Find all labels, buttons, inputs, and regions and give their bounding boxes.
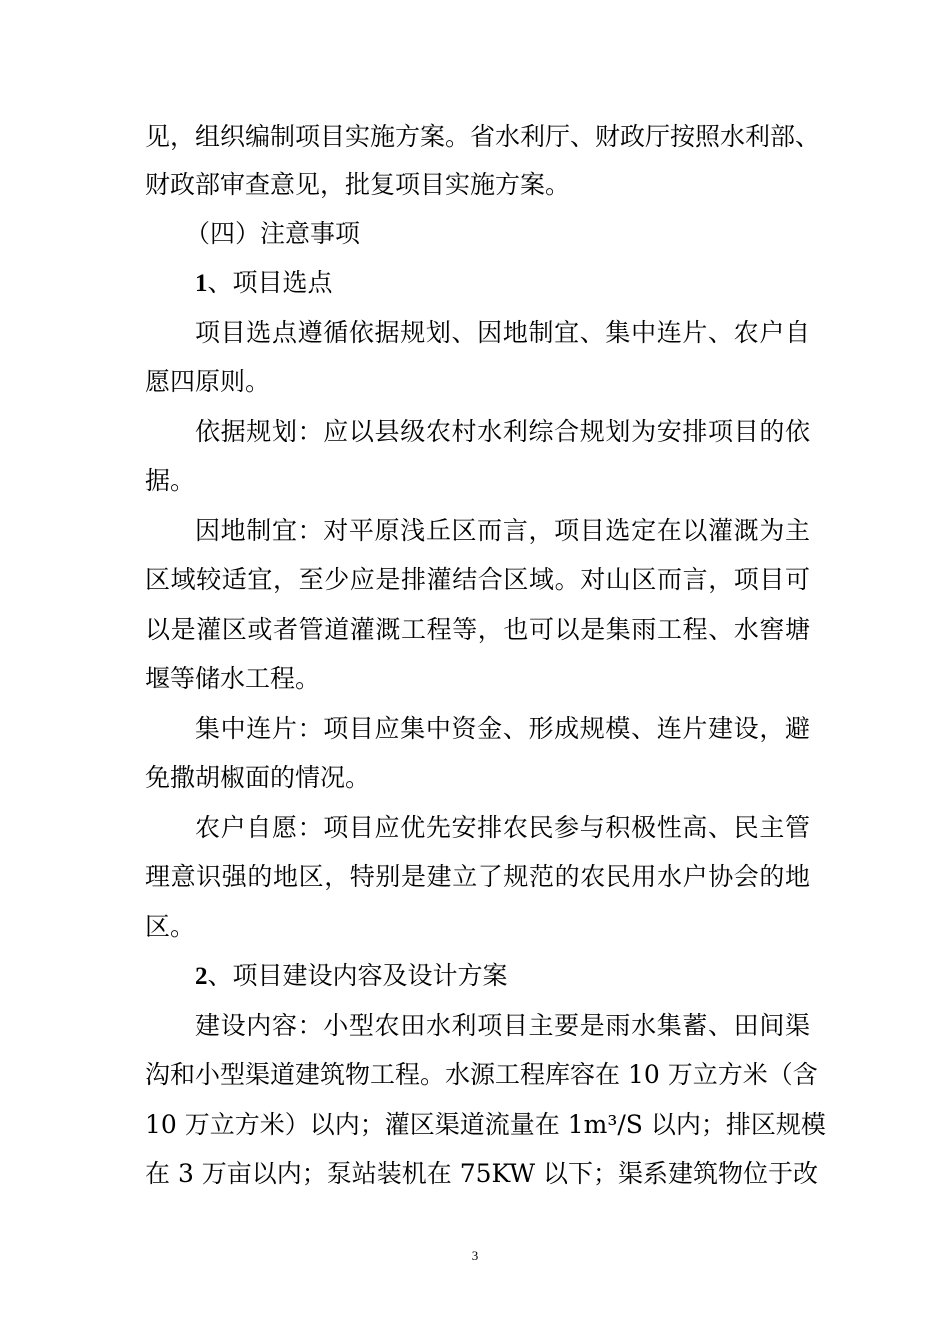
paragraph-line: 理意识强的地区，特别是建立了规范的农民用水户协会的地 [145,862,810,891]
paragraph-line: 10 万立方米）以内；灌区渠道流量在 1m³/S 以内；排区规模 [145,1110,826,1139]
paragraph-line: 以是灌区或者管道灌溉工程等，也可以是集雨工程、水窖塘 [145,615,810,644]
subsection-title: 、项目建设内容及设计方案 [207,961,508,990]
section-heading: （四）注意事项 [185,219,361,248]
paragraph-line: 区域较适宜，至少应是排灌结合区域。对山区而言，项目可 [145,565,810,594]
paragraph-line: 项目选点遵循依据规划、因地制宜、集中连片、农户自 [195,318,810,347]
subsection-title: 、项目选点 [207,268,333,297]
paragraph-line: 集中连片：项目应集中资金、形成规模、连片建设，避 [195,714,810,743]
paragraph-line: 据。 [145,466,196,495]
paragraph-line: 区。 [145,912,196,941]
paragraph-line: 因地制宜：对平原浅丘区而言，项目选定在以灌溉为主 [195,516,810,545]
paragraph-line: 见，组织编制项目实施方案。省水利厅、财政厅按照水利部、 [145,122,821,151]
paragraph-line: 免撒胡椒面的情况。 [145,763,371,792]
subsection-number: 1 [195,270,208,297]
paragraph-line: 农户自愿：项目应优先安排农民参与积极性高、民主管 [195,813,810,842]
page-number: 3 [471,1248,479,1263]
paragraph-line: 堰等储水工程。 [145,664,321,693]
subsection-heading [195,961,695,992]
paragraph-line: 在 3 万亩以内；泵站装机在 75KW 以下；渠系建筑物位于改 [145,1159,818,1188]
paragraph-line: 依据规划：应以县级农村水利综合规划为安排项目的依 [195,417,810,446]
subsection-heading [195,268,695,299]
paragraph-line: 沟和小型渠道建筑物工程。水源工程库容在 10 万立方米（含 [145,1060,818,1089]
subsection-number: 2 [195,963,208,990]
paragraph-line: 财政部审查意见，批复项目实施方案。 [145,170,571,199]
paragraph-line: 建设内容：小型农田水利项目主要是雨水集蓄、田间渠 [195,1011,810,1040]
paragraph-line: 愿四原则。 [145,367,271,396]
